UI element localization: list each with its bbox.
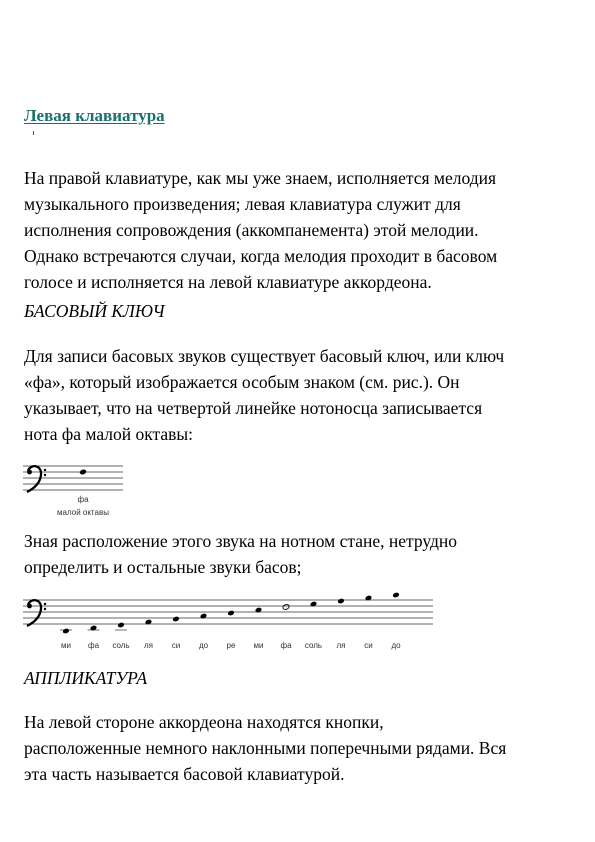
note-name-label: си — [364, 641, 373, 650]
note-name-label: до — [391, 641, 401, 650]
note-name-label: ля — [336, 641, 346, 650]
heading-bass-clef: БАСОВЫЙ КЛЮЧ — [24, 301, 165, 321]
paragraph-fingering — [24, 709, 584, 787]
page-title: Левая клавиатура — [24, 106, 165, 125]
text-line: «фа», который изображается особым знаком (см. рис.). Он — [24, 372, 460, 392]
note-name-label: ре — [226, 641, 236, 650]
text-line: исполнения сопровождения (аккомпанемента) этой мелодии. — [24, 220, 479, 240]
note-name-label: фа — [87, 641, 100, 650]
note-name-label: ми — [253, 641, 264, 650]
text-line: голосе и исполняется на левой клавиатуре аккордеона. — [24, 272, 432, 292]
figure-bass-scale — [20, 592, 440, 654]
text-line: нота фа малой октавы: — [24, 424, 194, 444]
note-head — [392, 592, 400, 598]
text-line: На правой клавиатуре, как мы уже знаем, исполняется мелодия — [24, 168, 497, 188]
note-name-label: си — [171, 641, 181, 650]
note-name-label: ми — [61, 641, 71, 650]
decorative-tick — [33, 131, 34, 135]
note-name-label: соль — [112, 641, 130, 650]
note-head — [172, 616, 180, 623]
note-name-label: ля — [144, 641, 153, 650]
text-line: расположенные немного наклонными поперечными рядами. Вся — [24, 738, 507, 758]
heading-fingering: АППЛИКАТУРА — [24, 668, 148, 688]
octave-label: малой октавы — [57, 508, 109, 517]
text-line: Однако встречаются случаи, когда мелодия проходит в басовом — [24, 246, 498, 266]
note-label: фа — [77, 495, 89, 504]
text-line: музыкального произведения; левая клавиатура служит для — [24, 194, 461, 214]
text-line: На левой стороне аккордеона находятся кнопки, — [24, 712, 384, 732]
text-line: Зная расположение этого звука на нотном стане, нетрудно — [24, 531, 458, 551]
note-head — [79, 469, 87, 476]
note-head — [117, 622, 125, 629]
paragraph-bass-clef — [24, 343, 584, 447]
note-name-label: до — [198, 641, 209, 650]
note-name-label: соль — [304, 641, 323, 650]
text-line: определить и остальные звуки басов; — [24, 557, 302, 577]
note-head — [282, 604, 290, 611]
bass-clef-icon — [27, 466, 46, 492]
note-name-label: фа — [280, 641, 292, 650]
text-line: Для записи басовых звуков существует басовый ключ, или ключ — [24, 346, 505, 366]
paragraph-intro — [24, 165, 584, 295]
note-head — [227, 610, 235, 617]
text-line: указывает, что на четвертой линейке нотоносца записывается — [24, 398, 483, 418]
paragraph-bass-notes — [24, 528, 584, 580]
bass-clef-icon — [27, 600, 46, 626]
note-head — [337, 598, 345, 605]
note-head — [62, 628, 70, 635]
figure-bass-clef-f-note — [20, 460, 130, 518]
text-line: эта часть называется басовой клавиатурой. — [24, 764, 345, 784]
